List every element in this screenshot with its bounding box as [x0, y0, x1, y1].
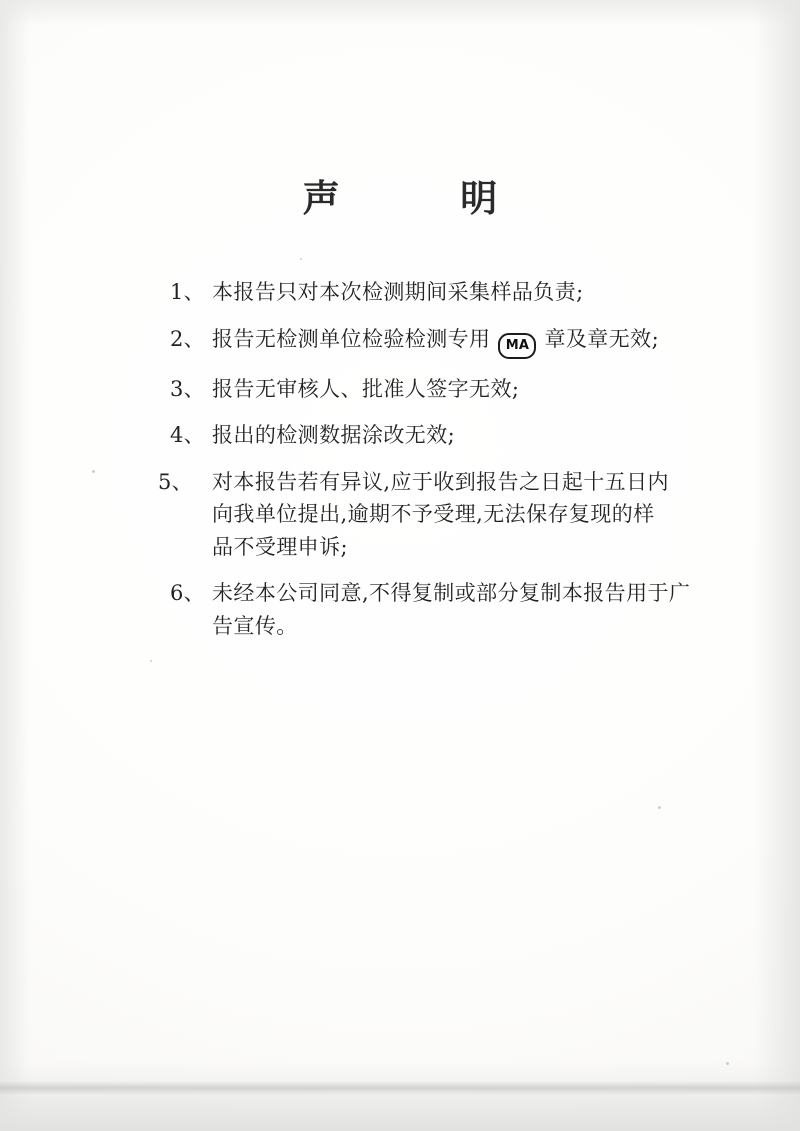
clause-text [212, 323, 715, 359]
clause-number: 2、 [170, 326, 205, 351]
clause-line-continuation: 品不受理申诉; [212, 534, 349, 559]
clause-item-1 [170, 276, 715, 309]
clause-text: 报告无审核人、批准人签字无效; [212, 376, 520, 401]
clause-text: 报出的检测数据涂改无效; [212, 423, 456, 448]
clause-line-continuation: 告宣传。 [212, 613, 298, 638]
scan-speck [150, 660, 152, 662]
clause-text: 本报告只对本次检测期间采集样品负责; [212, 280, 584, 304]
clause-item-2 [170, 323, 715, 359]
statement-clause-list [158, 276, 715, 656]
clause-line-continuation: 向我单位提出,逾期不予受理,无法保存复现的样 [212, 502, 655, 527]
scan-fold-line [0, 1081, 800, 1095]
clause-number: 5、 [158, 469, 193, 494]
clause-number: 1、 [170, 280, 205, 304]
clause-text-before-seal: 报告无检测单位检验检测专用 [212, 326, 491, 351]
scan-speck [92, 470, 95, 473]
clause-line: 未经本公司同意,不得复制或部分复制本报告用于广 [212, 581, 691, 606]
clause-text [212, 577, 715, 642]
clause-item-4 [170, 419, 715, 452]
ma-seal-icon: MA [498, 333, 536, 359]
clause-item-3 [170, 373, 715, 406]
clause-item-6 [170, 577, 715, 642]
scan-speck [658, 806, 661, 809]
scan-edge-shadow-top [0, 0, 800, 26]
clause-text-after-seal: 章及章无效; [544, 326, 660, 351]
scan-speck [726, 1062, 729, 1065]
scan-speck [300, 258, 302, 260]
scan-edge-shadow-bottom [0, 1061, 800, 1131]
clause-number: 6、 [170, 581, 205, 606]
clause-item-5 [158, 466, 715, 564]
page-title: 声 明 [302, 176, 513, 220]
clause-number: 4、 [170, 423, 205, 448]
clause-text [212, 466, 715, 564]
clause-line: 对本报告若有异议,应于收到报告之日起十五日内 [212, 469, 669, 494]
clause-number: 3、 [170, 376, 205, 401]
